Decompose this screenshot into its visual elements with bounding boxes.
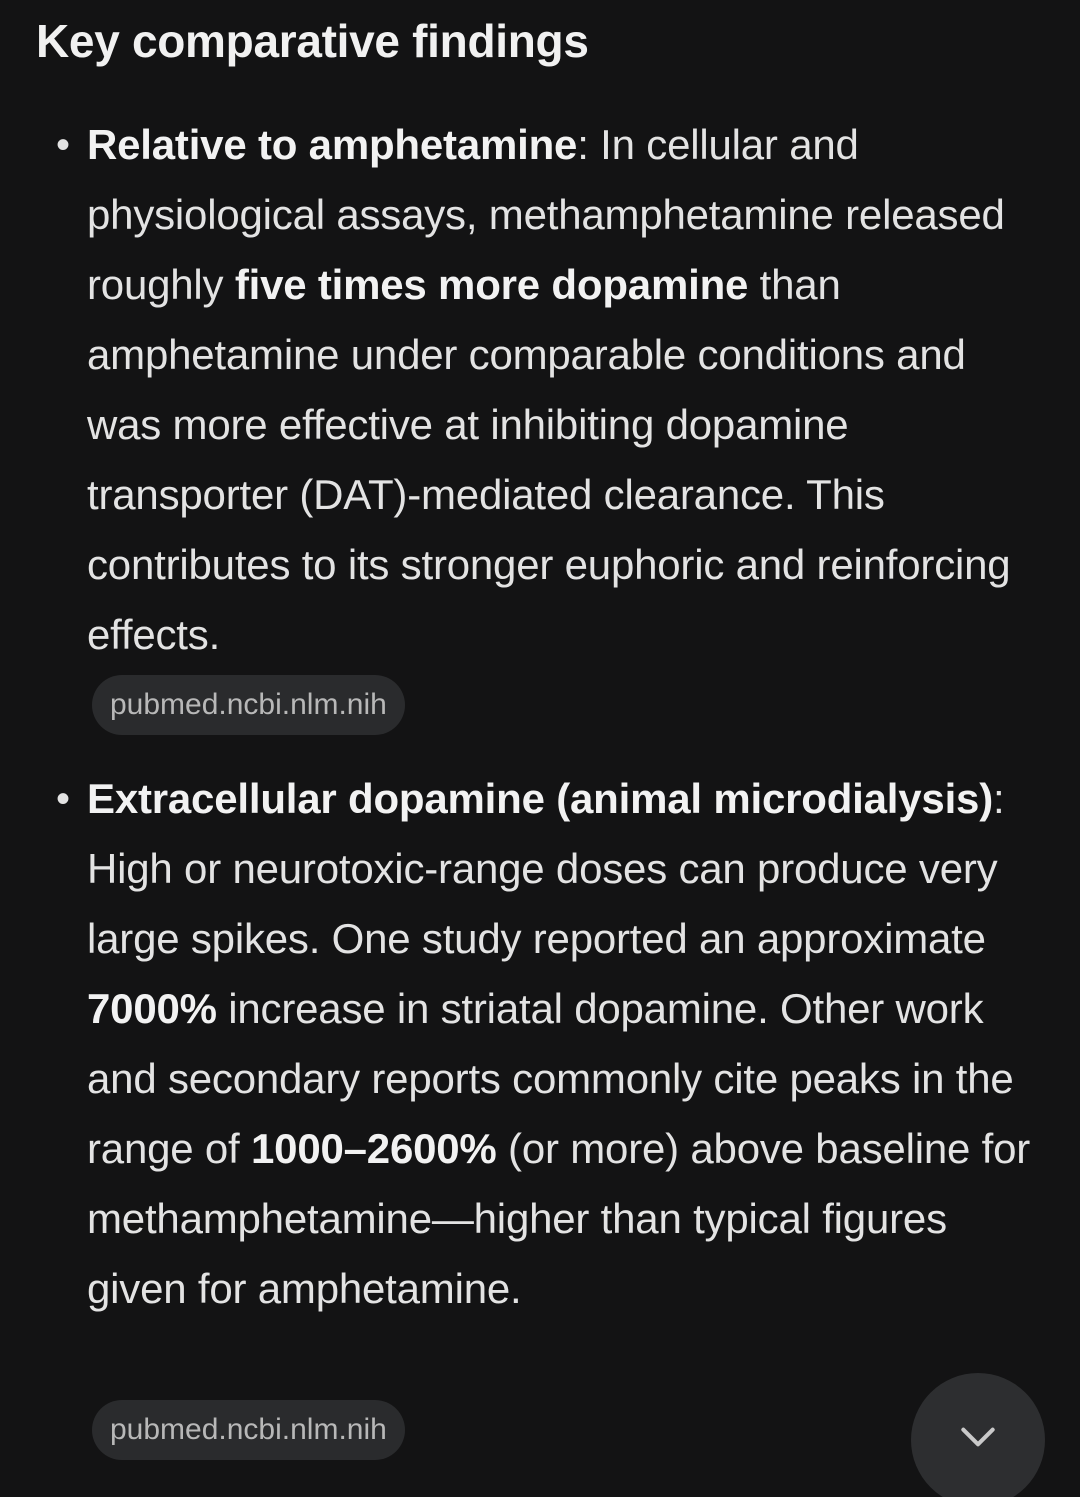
bullet-marker: •: [56, 777, 71, 821]
finding-text: [87, 110, 1047, 670]
finding-term: Extracellular dopamine (animal microdialysis): [87, 775, 993, 822]
finding-body-part: than amphetamine under comparable conditions and was more effective at inhibiting dopamine transporter (DAT)-mediated clearance. This contributes to its stronger euphoric and reinforcing effects.: [87, 261, 1011, 658]
source-chip[interactable]: pubmed.ncbi.nlm.nih: [92, 675, 405, 735]
finding-highlight: 1000–2600%: [251, 1125, 497, 1172]
bullet-marker: •: [56, 123, 71, 167]
finding-body-part: (or more) above baseline for methamphetamine—higher than typical figures given for amphetamine.: [87, 1125, 1031, 1312]
finding-body-part: increase in striatal dopamine. Other work and secondary reports commonly cite peaks in the range of: [87, 985, 1014, 1172]
source-chip[interactable]: pubmed.ncbi.nlm.nih: [92, 1400, 405, 1460]
finding-body-part: In cellular and physiological assays, methamphetamine released roughly: [87, 121, 1005, 308]
finding-separator: :: [577, 121, 589, 168]
finding-text: [87, 764, 1047, 1324]
chevron-down-icon: [956, 1415, 1000, 1459]
finding-highlight: five times more dopamine: [234, 261, 749, 308]
section-heading: Key comparative findings: [36, 15, 589, 67]
finding-body-part: High or neurotoxic-range doses can produce very large spikes. One study reported an approximate: [87, 845, 998, 962]
scroll-down-button[interactable]: [911, 1373, 1045, 1497]
finding-highlight: 7000%: [87, 985, 217, 1032]
finding-separator: :: [993, 775, 1005, 822]
finding-term: Relative to amphetamine: [87, 121, 578, 168]
